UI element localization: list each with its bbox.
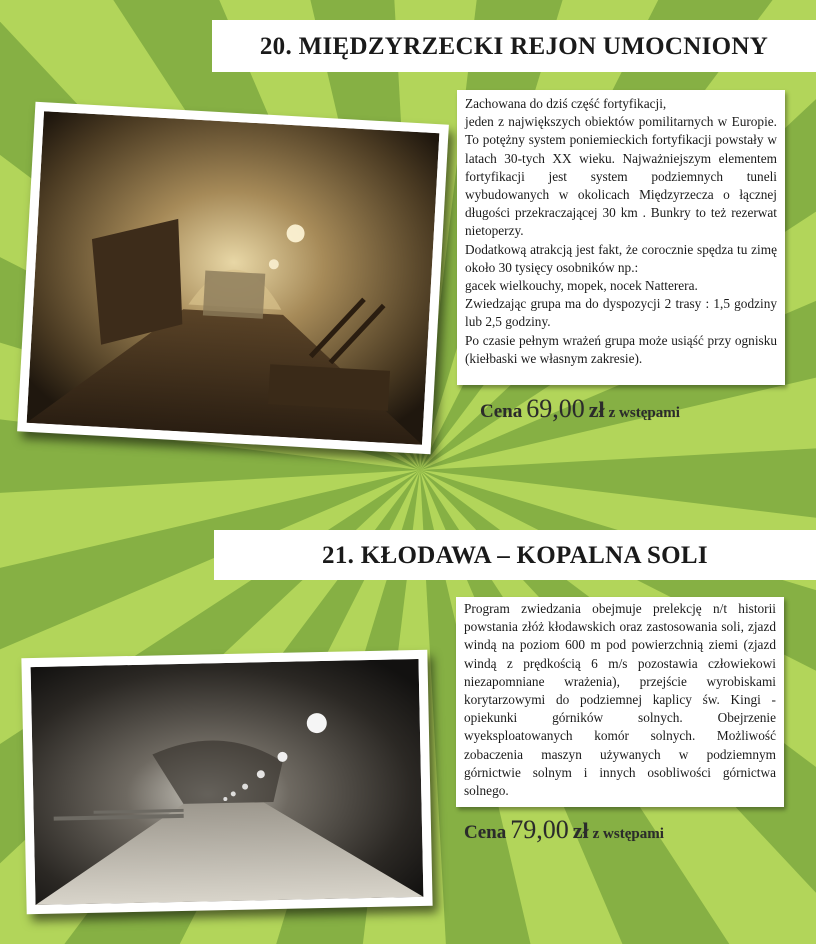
price-amount: 79,00 <box>510 815 569 844</box>
section-title-klodawa: 21. KŁODAWA – KOPALNA SOLI <box>214 530 816 580</box>
description-klodawa <box>456 597 784 807</box>
description-miedzyrzecki <box>457 90 785 385</box>
desc-line: Dodatkową atrakcją jest fakt, że corocznie spędza tu zimę około 30 tysięcy osobników np.: <box>465 241 777 275</box>
bunker-tunnel-image <box>27 111 440 445</box>
price-amount: 69,00 <box>526 394 585 423</box>
price-label: Cena <box>480 401 523 422</box>
price-currency: zł <box>572 818 589 843</box>
desc-line: Zachowana do dziś część fortyfikacji, <box>465 96 667 111</box>
price-miedzyrzecki <box>480 394 680 424</box>
salt-mine-tunnel-image <box>31 659 424 905</box>
desc-line: Po czasie pełnym wrażeń grupa może usiąść przy ognisku (kiełbaski we własnym zakresie). <box>465 332 777 366</box>
desc-text: Program zwiedzania obejmuje prelekcję n/t historii powstania złóż kłodawskich oraz zastosowania soli, zjazd windą na poziom 600 m pod powierzchnią ziemi (zjazd windą z prędkością 6 m/s pozostawia człowiekowi niezapomniane wrażenia), przejście wyrobiskami korytarzowymi do podziemnej kaplicy św. Kingi - opiekunki górników solnych. Obejrzenie wyeksploatowanych komór solnych. Możliwość zobaczenia maszyn używanych w podziemnym górnictwie solnym i innych osobliwości górnictwa solnego. <box>464 601 776 799</box>
price-currency: zł <box>588 397 605 422</box>
price-extra: z wstępami <box>608 405 680 421</box>
tunnel-photo <box>17 102 449 455</box>
section-title-miedzyrzecki: 20. MIĘDZYRZECKI REJON UMOCNIONY <box>212 20 816 72</box>
price-label: Cena <box>464 822 507 843</box>
desc-line: gacek wielkouchy, mopek, nocek Natterera. <box>465 278 698 294</box>
salt-mine-photo <box>21 650 432 914</box>
desc-line: jeden z największych obiektów pomilitarnych w Europie. To potężny system poniemieckich fortyfikacji powstały w latach 30-tych XX wieku. Najważniejszym elementem fortyfikacji jest system podziemnych tuneli wybudowanych w okolicach Międzyrzecza o łącznej długości przekraczającej 30 km . Bunkry to też rezerwat nietoperzy. <box>465 114 777 239</box>
price-extra: z wstępami <box>592 826 664 842</box>
desc-line: Zwiedzając grupa ma do dyspozycji 2 trasy : 1,5 godziny lub 2,5 godziny. <box>465 296 777 330</box>
price-klodawa <box>464 815 664 845</box>
